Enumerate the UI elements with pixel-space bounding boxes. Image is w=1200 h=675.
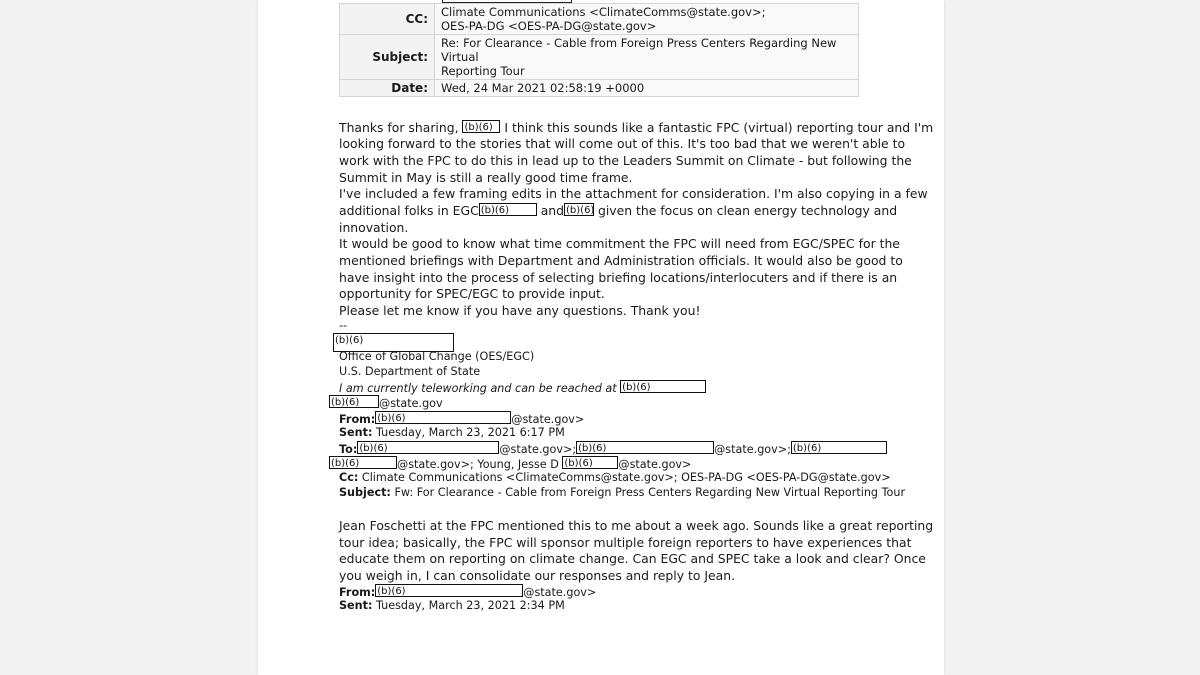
- sent-label: Sent:: [339, 426, 373, 439]
- body-line: educate them on reporting on climate change. Can EGC and SPEC take a look and clear? Once: [339, 551, 926, 566]
- body-text: Thanks for sharing,: [339, 120, 459, 135]
- body-line: Please let me know if you have any questions. Thank you!: [339, 303, 701, 318]
- body-line: [339, 120, 933, 136]
- cc-value: Climate Communications <ClimateComms@state.gov>; OES-PA-DG <OES-PA-DG@state.gov>: [361, 471, 891, 484]
- body-line: I've included a few framing edits in the attachment for consideration. I'm also copying in a few: [339, 186, 928, 201]
- fwd-sent-line: [339, 426, 565, 440]
- subject-value: Fw: For Clearance - Cable from Foreign Press Centers Regarding New Virtual Reporting Tour: [394, 486, 906, 499]
- date-row: [340, 80, 859, 97]
- fwd2-from-line: [339, 584, 596, 600]
- body-line: you weigh in, I can consolidate our responses and reply to Jean.: [339, 568, 736, 583]
- fwd-cc-line: [339, 471, 891, 485]
- body-line: Summit in May is still a really good time frame.: [339, 170, 633, 185]
- email-header-table: [339, 3, 859, 97]
- signature-telework: [339, 380, 706, 396]
- sent-label: Sent:: [339, 599, 373, 612]
- redaction-box: (b)(6): [562, 456, 618, 469]
- body-line: have insight into the process of selecting briefing locations/interlocuters and if there is an: [339, 270, 898, 285]
- telework-text: I am currently teleworking and can be reached at: [339, 382, 617, 395]
- redaction-box: (b)(6): [329, 456, 397, 469]
- body-line: It would be good to know what time commitment the FPC will need from EGC/SPEC for the: [339, 236, 900, 251]
- redaction-box: (b)(6): [375, 584, 523, 597]
- subject-row: [340, 35, 859, 80]
- cc-label: Cc:: [339, 471, 359, 484]
- fwd-from-line: [339, 411, 584, 427]
- cc-row: [340, 4, 859, 35]
- body-text: and: [540, 203, 565, 218]
- from-suffix: @state.gov>: [523, 586, 597, 599]
- body-line: [339, 203, 897, 219]
- cc-line: OES-PA-DG <OES-PA-DG@state.gov>: [441, 19, 657, 33]
- email-suffix: @state.gov: [379, 397, 443, 410]
- cc-value: [435, 4, 859, 35]
- body-line: mentioned briefings with Department and Administration officials. It would also be good to: [339, 253, 903, 268]
- to-text: @state.gov>; Young, Jesse D: [397, 458, 559, 471]
- subject-label: Subject:: [339, 486, 391, 499]
- body-line: innovation.: [339, 220, 409, 235]
- to-text: @state.gov>;: [714, 443, 791, 456]
- redaction-box: (b)(6): [462, 120, 500, 133]
- sent-value: Tuesday, March 23, 2021 2:34 PM: [376, 599, 565, 612]
- subject-value: [435, 35, 859, 80]
- body-line: opportunity for SPEC/EGC to provide input.: [339, 286, 605, 301]
- sent-value: Tuesday, March 23, 2021 6:17 PM: [376, 426, 565, 439]
- redaction-box: (b)(6): [791, 441, 887, 454]
- fwd-subject-line: [339, 486, 905, 500]
- from-suffix: @state.gov>: [511, 413, 585, 426]
- to-text: @state.gov>: [618, 458, 692, 471]
- fwd-to-line: [339, 441, 887, 457]
- signature-dash: --: [339, 319, 348, 332]
- body-text: I think this sounds like a fantastic FPC (virtual) reporting tour and I'm: [504, 120, 934, 135]
- body-line: Jean Foschetti at the FPC mentioned this to me about a week ago. Sounds like a great reporting: [339, 518, 934, 533]
- to-text: @state.gov>;: [499, 443, 577, 456]
- body-line: work with the FPC to do this in lead up to the Leaders Summit on Climate - but following the: [339, 153, 912, 168]
- redaction-box: (b)(6): [333, 333, 454, 352]
- body-line: tour idea; basically, the FPC will sponsor multiple foreign reporters to have experiences that: [339, 535, 912, 550]
- subject-line: Re: For Clearance - Cable from Foreign Press Centers Regarding New Virtual: [441, 36, 837, 64]
- redaction-box: (b)(6): [620, 380, 706, 393]
- fwd-to-line-2: [329, 456, 691, 472]
- signature-office: Office of Global Change (OES/EGC): [339, 350, 535, 363]
- signature-email: [329, 395, 443, 411]
- redaction-box: (b)(6): [566, 205, 595, 216]
- subject-line: Reporting Tour: [441, 64, 525, 78]
- from-label: From:: [339, 413, 376, 426]
- redaction-box: (b)(6): [375, 411, 511, 424]
- redaction-box: (b)(6): [479, 203, 537, 216]
- date-label: Date:: [340, 80, 435, 97]
- subject-label: Subject:: [340, 35, 435, 80]
- body-text: additional folks in EGC: [339, 203, 479, 218]
- signature-dept: U.S. Department of State: [339, 365, 481, 378]
- from-label: From:: [339, 586, 376, 599]
- redaction-box: (b)(6): [576, 441, 714, 454]
- cc-line: Climate Communications <ClimateComms@state.gov>;: [441, 5, 766, 19]
- cc-label: CC:: [340, 4, 435, 35]
- to-label: To:: [339, 443, 358, 456]
- fwd2-sent-line: [339, 599, 565, 613]
- date-value: Wed, 24 Mar 2021 02:58:19 +0000: [435, 80, 859, 97]
- body-text: given the focus on clean energy technology and: [597, 203, 898, 218]
- redaction-box: (b)(6): [329, 395, 379, 408]
- body-line: looking forward to the stories that will come out of this. It's too bad that we weren't able to: [339, 136, 906, 151]
- redaction-box: (b)(6): [357, 441, 499, 454]
